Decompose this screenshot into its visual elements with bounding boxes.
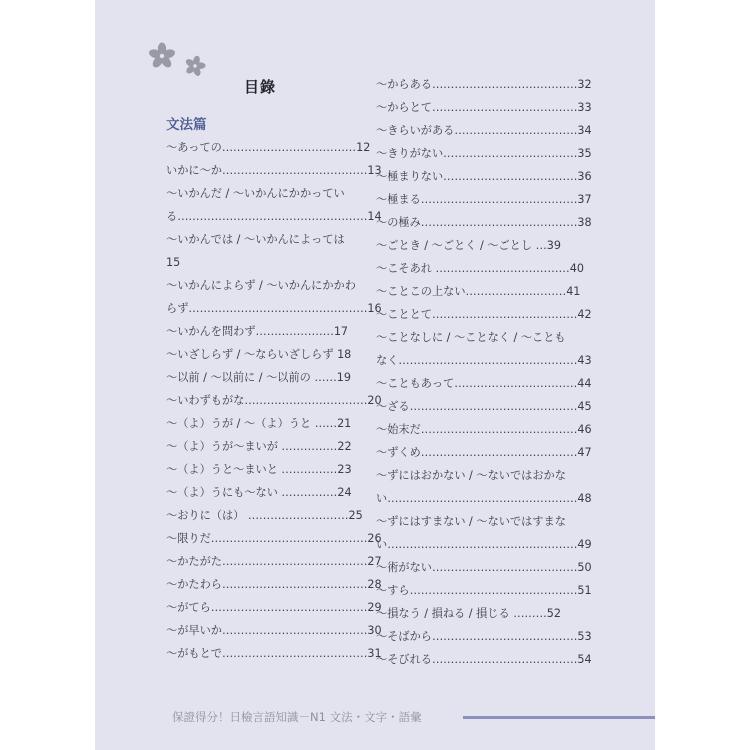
toc-entry[interactable]: ～からとて…………………………………33: [376, 101, 592, 114]
toc-entry[interactable]: ～いざしらず / ～ならいざしらず 18: [166, 348, 352, 361]
toc-entry[interactable]: い……………………………………………49: [376, 538, 592, 551]
toc-entry[interactable]: ～損なう / 損ねる / 損じる ………52: [376, 607, 561, 620]
toc-entry[interactable]: ～の極み……………………………………38: [376, 216, 592, 229]
flower-icon: [148, 42, 176, 70]
toc-entry[interactable]: ～極まる……………………………………37: [376, 193, 592, 206]
toc-entry[interactable]: らず…………………………………………16: [166, 302, 382, 315]
toc-entry[interactable]: ～がてら……………………………………29: [166, 601, 382, 614]
toc-entry[interactable]: ～あっての………………………………12: [166, 141, 371, 154]
section-heading: 文法篇: [166, 117, 207, 133]
toc-entry[interactable]: ～そびれる…………………………………54: [376, 653, 592, 666]
toc-entry[interactable]: ～おりに（は） ………………………25: [166, 509, 363, 522]
toc-entry[interactable]: いかに～か…………………………………13: [166, 164, 382, 177]
toc-entry[interactable]: ～ざる………………………………………45: [376, 400, 592, 413]
toc-entry[interactable]: ～きらいがある……………………………34: [376, 124, 592, 137]
toc-entry[interactable]: ～いわずもがな……………………………20: [166, 394, 382, 407]
toc-entry[interactable]: い……………………………………………48: [376, 492, 592, 505]
toc-entry[interactable]: ～（よ）うが～まいが ……………22: [166, 440, 352, 453]
toc-entry[interactable]: ～こととて…………………………………42: [376, 308, 592, 321]
toc-entry[interactable]: ～ずくめ……………………………………47: [376, 446, 592, 459]
toc-entry[interactable]: ～ことなしに / ～ことなく / ～ことも: [376, 331, 566, 344]
toc-entry[interactable]: ～いかんでは / ～いかんによっては: [166, 233, 345, 246]
toc-entry[interactable]: なく…………………………………………43: [376, 354, 592, 367]
toc-entry[interactable]: ～いかんだ / ～いかんにかかってい: [166, 187, 345, 200]
toc-entry[interactable]: ～（よ）うと～まいと ……………23: [166, 463, 352, 476]
toc-entry[interactable]: ～からある…………………………………32: [376, 78, 592, 91]
toc-entry[interactable]: ～いかんを問わず…………………17: [166, 325, 349, 338]
toc-entry[interactable]: ～すら………………………………………51: [376, 584, 592, 597]
toc-entry[interactable]: ～こともあって……………………………44: [376, 377, 592, 390]
toc-entry[interactable]: ～極まりない………………………………36: [376, 170, 592, 183]
toc-entry[interactable]: ～ずにはすまない / ～ないではすまな: [376, 515, 566, 528]
toc-entry[interactable]: ～かたがた…………………………………27: [166, 555, 382, 568]
toc-entry[interactable]: ～始末だ……………………………………46: [376, 423, 592, 436]
toc-entry[interactable]: ～がもとで…………………………………31: [166, 647, 382, 660]
toc-entry[interactable]: ～以前 / ～以前に / ～以前の ……19: [166, 371, 351, 384]
toc-entry[interactable]: ～いかんによらず / ～いかんにかかわ: [166, 279, 356, 292]
toc-entry[interactable]: る……………………………………………14: [166, 210, 382, 223]
page-title: 目錄: [244, 78, 277, 96]
toc-left-column: [166, 136, 382, 665]
toc-entry[interactable]: ～きりがない………………………………35: [376, 147, 592, 160]
toc-entry[interactable]: ～（よ）うが / ～（よ）うと ……21: [166, 417, 352, 430]
toc-entry[interactable]: ～（よ）うにも～ない ……………24: [166, 486, 352, 499]
toc-entry[interactable]: ～ことこの上ない………………………41: [376, 285, 581, 298]
footer-divider: [463, 716, 655, 719]
toc-entry[interactable]: ～かたわら…………………………………28: [166, 578, 382, 591]
toc-right-column: [376, 73, 592, 671]
toc-entry[interactable]: ～が早いか…………………………………30: [166, 624, 382, 637]
toc-entry[interactable]: ～術がない…………………………………50: [376, 561, 592, 574]
toc-entry[interactable]: ～ごとき / ～ごとく / ～ごとし …39: [376, 239, 561, 252]
toc-entry[interactable]: ～ずにはおかない / ～ないではおかな: [376, 469, 566, 482]
footer-book-title: 保證得分！日檢言語知識－N1 文法・文字・語彙: [172, 710, 422, 724]
flower-icon: [184, 55, 206, 77]
toc-entry[interactable]: ～そばから…………………………………53: [376, 630, 592, 643]
toc-entry[interactable]: 15: [166, 256, 181, 269]
toc-entry[interactable]: ～こそあれ ………………………………40: [376, 262, 584, 275]
toc-entry[interactable]: ～限りだ……………………………………26: [166, 532, 382, 545]
